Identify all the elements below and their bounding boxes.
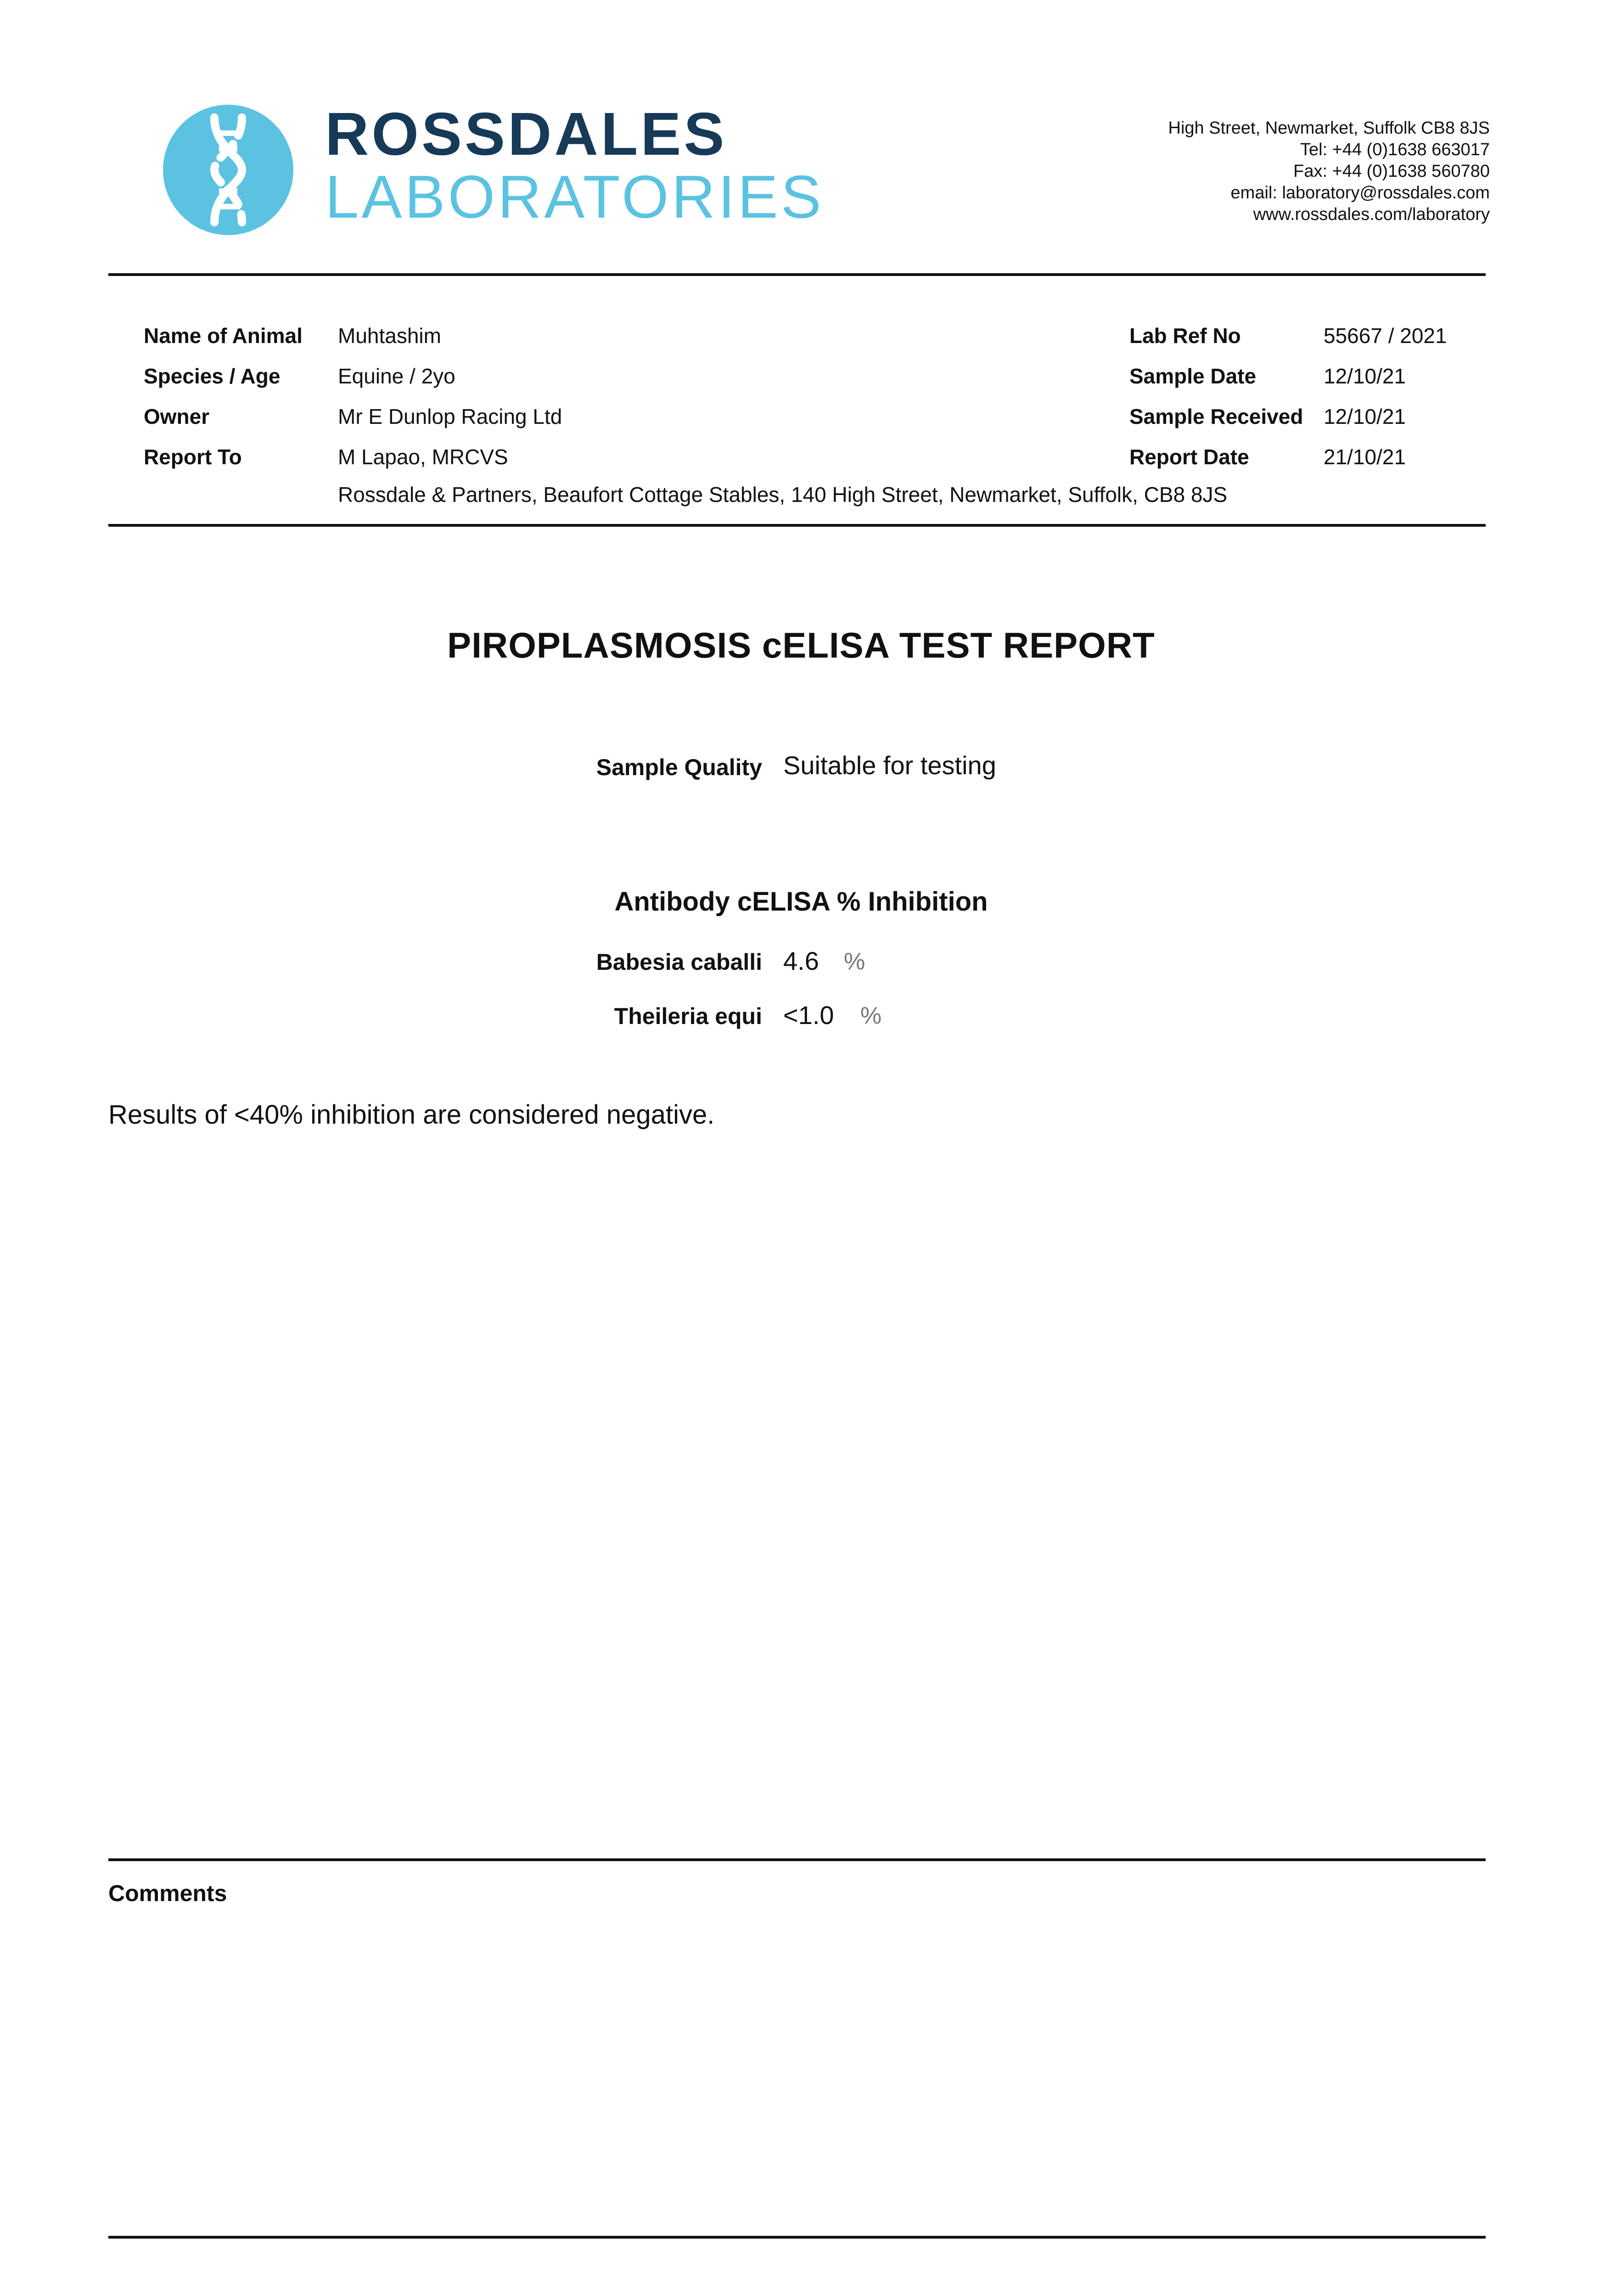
address-line: High Street, Newmarket, Suffolk CB8 8JS xyxy=(1168,118,1490,138)
report-to-label: Report To xyxy=(144,445,242,469)
theileria-equi-value: <1.0 xyxy=(783,1001,834,1030)
report-to-value: M Lapao, MRCVS xyxy=(338,445,508,469)
email-line[interactable]: email: laboratory@rossdales.com xyxy=(1230,183,1490,203)
babesia-caballi-value: 4.6 xyxy=(783,946,819,975)
report-date-label: Report Date xyxy=(1129,445,1249,469)
theileria-equi-unit: % xyxy=(860,1002,882,1029)
species-age-label: Species / Age xyxy=(144,364,281,388)
name-of-animal-label: Name of Animal xyxy=(144,324,303,348)
comments-label: Comments xyxy=(108,1880,227,1906)
comments-divider xyxy=(108,1858,1486,1861)
fax-line: Fax: +44 (0)1638 560780 xyxy=(1293,162,1490,181)
sample-quality-value: Suitable for testing xyxy=(783,751,996,780)
theileria-equi-label: Theileria equi xyxy=(614,1003,762,1029)
owner-label: Owner xyxy=(144,405,210,428)
owner-value: Mr E Dunlop Racing Ltd xyxy=(338,405,562,428)
report-date-value: 21/10/21 xyxy=(1324,445,1406,469)
website-line[interactable]: www.rossdales.com/laboratory xyxy=(1253,205,1490,224)
footer-divider xyxy=(108,2236,1486,2239)
report-title: PIROPLASMOSIS cELISA TEST REPORT xyxy=(447,625,1155,665)
babesia-caballi-label: Babesia caballi xyxy=(596,949,762,975)
sample-received-value: 12/10/21 xyxy=(1324,405,1406,428)
species-age-value: Equine / 2yo xyxy=(338,364,455,388)
lab-ref-value: 55667 / 2021 xyxy=(1324,324,1447,348)
dna-helix-icon xyxy=(163,105,293,235)
lab-ref-label: Lab Ref No xyxy=(1129,324,1241,348)
babesia-caballi-unit: % xyxy=(844,948,865,975)
contact-block xyxy=(1168,118,1490,225)
header-divider xyxy=(108,273,1486,276)
brand-name: ROSSDALES xyxy=(325,100,727,168)
sample-date-value: 12/10/21 xyxy=(1324,364,1406,388)
antibody-section-title: Antibody cELISA % Inhibition xyxy=(614,887,988,917)
sample-received-label: Sample Received xyxy=(1129,405,1303,428)
details-divider xyxy=(108,524,1486,527)
brand-subtitle: LABORATORIES xyxy=(325,163,824,231)
interpretation-note: Results of <40% inhibition are considered negative. xyxy=(108,1100,715,1130)
sample-date-label: Sample Date xyxy=(1129,364,1257,388)
tel-line: Tel: +44 (0)1638 663017 xyxy=(1300,140,1490,159)
report-to-address: Rossdale & Partners, Beaufort Cottage Stables, 140 High Street, Newmarket, Suffolk, CB8 8JS xyxy=(338,483,1228,506)
name-of-animal-value: Muhtashim xyxy=(338,324,441,348)
sample-quality-label: Sample Quality xyxy=(596,754,762,780)
